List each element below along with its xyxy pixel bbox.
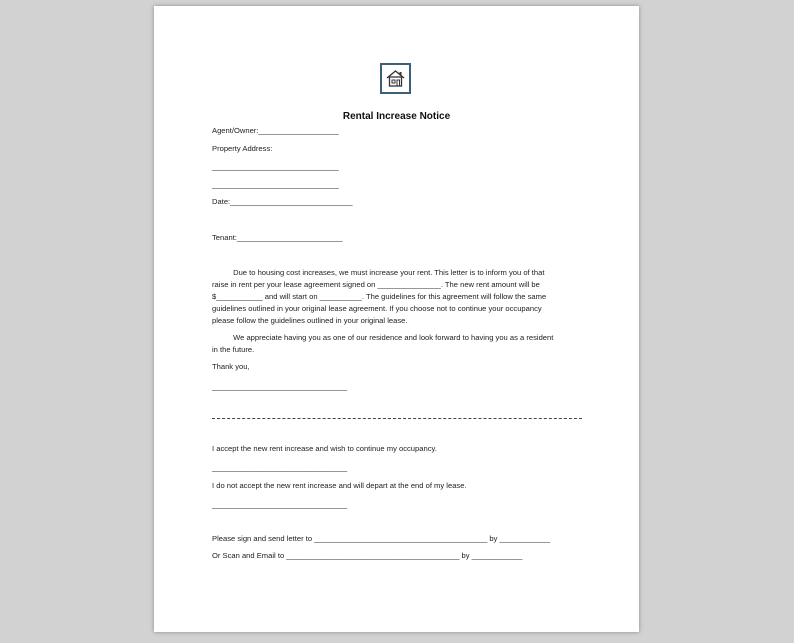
paragraph-2-line-1: We appreciate having you as one of our residence and look forward to having you as a resident: [212, 333, 554, 342]
decline-signature-line: ________________________________: [212, 500, 348, 509]
scan-email-line: Or Scan and Email to _________________________________________ by ____________: [212, 551, 523, 560]
closing-text: Thank you,: [212, 362, 250, 371]
accept-statement: I accept the new rent increase and wish to continue my occupancy.: [212, 444, 437, 453]
document-page: [154, 6, 639, 632]
send-letter-line: Please sign and send letter to _________________________________________ by ____________: [212, 534, 551, 543]
address-line-1: ______________________________: [212, 162, 339, 171]
cut-line-divider: [212, 418, 582, 419]
paragraph-1-line-3: $___________ and will start on __________. The guidelines for this agreement will follow the same: [212, 292, 547, 301]
agent-owner-field: Agent/Owner:___________________: [212, 126, 339, 135]
tenant-field: Tenant:_________________________: [212, 233, 343, 242]
house-icon: [385, 69, 406, 88]
paragraph-1-line-4: guidelines outlined in your original lease agreement. If you choose not to continue your occupancy: [212, 304, 542, 313]
paragraph-1-line-2: raise in rent per your lease agreement signed on _______________. The new rent amount will be: [212, 280, 540, 289]
logo-box: [380, 63, 411, 94]
paragraph-1-line-1: Due to housing cost increases, we must increase your rent. This letter is to inform you of that: [212, 268, 545, 277]
document-title: Rental Increase Notice: [342, 111, 451, 122]
decline-statement: I do not accept the new rent increase and will depart at the end of my lease.: [212, 481, 467, 490]
date-field: Date:_____________________________: [212, 197, 353, 206]
address-line-2: ______________________________: [212, 180, 339, 189]
paragraph-1-line-5: please follow the guidelines outlined in your original lease.: [212, 316, 408, 325]
property-address-label: Property Address:: [212, 144, 273, 153]
signature-line: ________________________________: [212, 382, 348, 391]
accept-signature-line: ________________________________: [212, 463, 348, 472]
paragraph-2-line-2: in the future.: [212, 345, 255, 354]
